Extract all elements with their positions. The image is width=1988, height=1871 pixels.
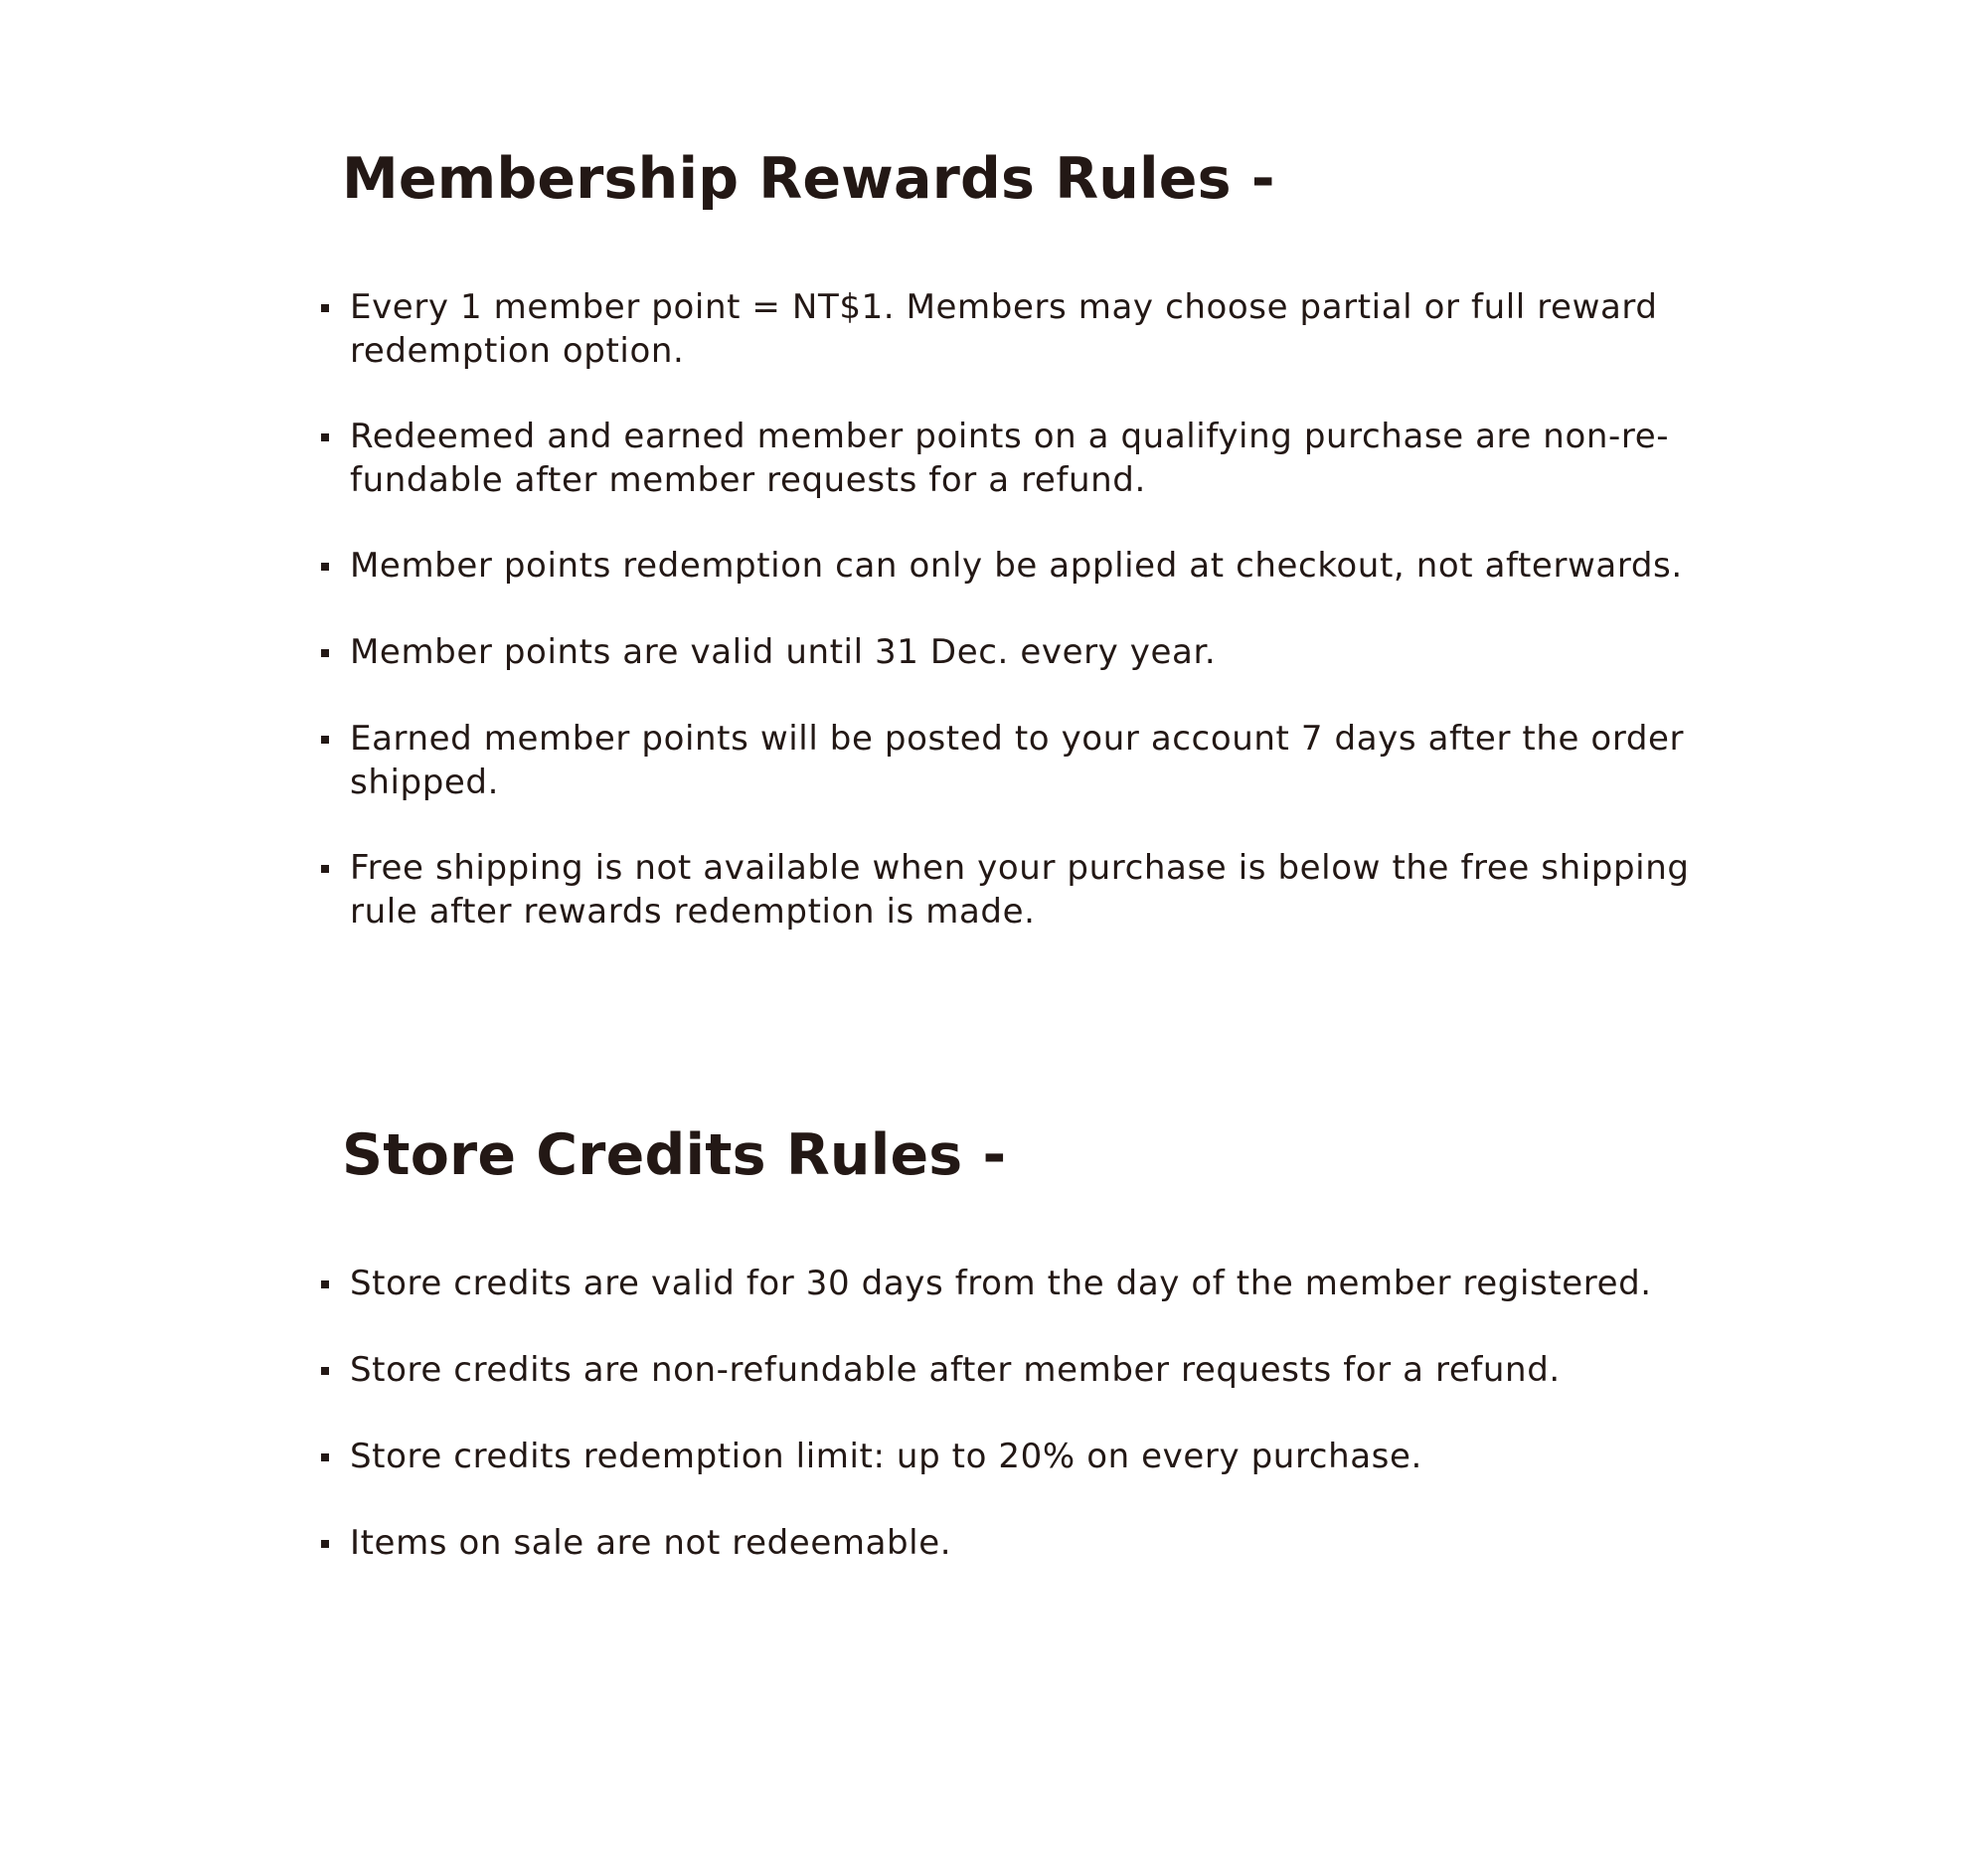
- store-credits-rule-item: [0, 1262, 1702, 1305]
- membership-rule-item: [0, 630, 1702, 674]
- membership-rule-item: [0, 717, 1702, 804]
- membership-rule-text: Member points are valid until 31 Dec. every year.: [350, 632, 1217, 672]
- membership-rule-item: [0, 846, 1702, 934]
- membership-rule-item: [0, 285, 1702, 373]
- membership-rule-text: Redeemed and earned member points on a qualifying purchase are non-re-fundable after member requests for a refund.: [350, 417, 1670, 500]
- store-credits-heading: Store Credits Rules -: [342, 1122, 1007, 1188]
- store-credits-rule-item: [0, 1521, 1702, 1565]
- square-bullet-icon: [321, 736, 329, 744]
- membership-rules-list: [0, 285, 1988, 934]
- membership-rule-text: Earned member points will be posted to your account 7 days after the order shipped.: [350, 719, 1685, 802]
- square-bullet-icon: [321, 1453, 329, 1461]
- square-bullet-icon: [321, 649, 329, 657]
- store-credits-rule-item: [0, 1348, 1702, 1392]
- store-credits-rule-text: Store credits are valid for 30 days from the day of the member registered.: [350, 1264, 1652, 1303]
- store-credits-rules-list: [0, 1262, 1988, 1565]
- square-bullet-icon: [321, 563, 329, 571]
- membership-rule-text: Member points redemption can only be applied at checkout, not afterwards.: [350, 546, 1683, 586]
- store-credits-rule-text: Items on sale are not redeemable.: [350, 1523, 952, 1563]
- membership-rule-item: [0, 415, 1702, 502]
- membership-rewards-heading: Membership Rewards Rules -: [342, 146, 1275, 212]
- store-credits-rule-text: Store credits redemption limit: up to 20% on every purchase.: [350, 1437, 1422, 1476]
- square-bullet-icon: [321, 433, 329, 441]
- square-bullet-icon: [321, 865, 329, 873]
- square-bullet-icon: [321, 1367, 329, 1375]
- square-bullet-icon: [321, 1280, 329, 1288]
- square-bullet-icon: [321, 1540, 329, 1548]
- square-bullet-icon: [321, 304, 329, 312]
- store-credits-rule-text: Store credits are non-refundable after member requests for a refund.: [350, 1350, 1561, 1390]
- membership-rule-item: [0, 544, 1702, 588]
- store-credits-rule-item: [0, 1435, 1702, 1478]
- membership-rule-text: Every 1 member point = NT$1. Members may choose partial or full reward redemption option.: [350, 287, 1658, 371]
- membership-rule-text: Free shipping is not available when your purchase is below the free shipping rule after rewards redemption is made.: [350, 848, 1690, 932]
